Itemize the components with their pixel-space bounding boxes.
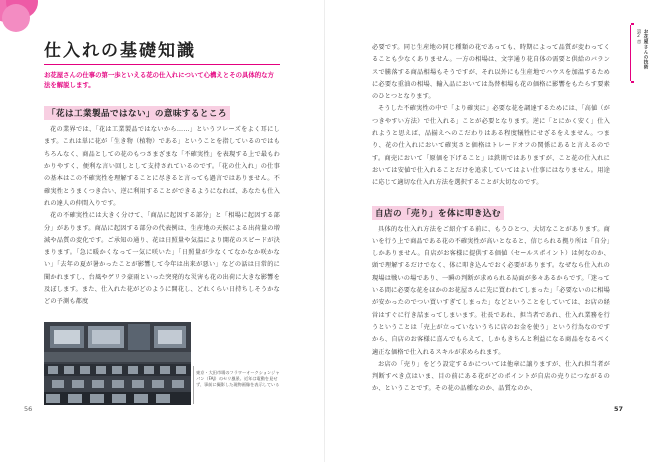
left-page — [44, 40, 280, 309]
flower-ornament-icon — [0, 0, 44, 34]
page-number-left: 56 — [24, 405, 33, 413]
title-rule — [44, 64, 280, 65]
section-heading-2: 自店の「売り」を体に叩き込む — [372, 206, 504, 220]
lead-text: お花屋さんの仕事の第一歩といえる花の仕入れについて心構えとその具体的な方法を解説します。 — [44, 71, 274, 89]
book-gutter — [324, 0, 325, 462]
page-number-right: 57 — [614, 405, 624, 413]
right-page — [372, 42, 610, 396]
chapter-tab-title: お花屋さんの技術 — [643, 29, 648, 70]
chapter-tab-number: 第2章 — [636, 29, 641, 45]
body-paragraph-6: お店の「売り」をどう設定するかについては他章に譲りますが、仕入れ担当者が判断すべき点はいま、目の前にある花がどのポイントが自店の売りにつながるのか、ということです。その花の品種なのか、品質なのか、 — [372, 360, 610, 393]
section-heading-1: 「花は工業製品ではない」の意味するところ — [44, 106, 230, 120]
body-paragraph-1: 花の業界では、「花は工業製品ではないから……」というフレーズをよく耳にします。これは単に花が「生き物（植物）である」ということを指しているのではもちろんなく、商品としての花のもつさまざまな「不確実性」を表現する上で最もわかりやすく、便利な言い回しとして支持されているのです。「花の仕入れ」の仕事の基本はこの不確実性を理解することに尽きると言っても過言ではありません。不確実性とうまくつき合い、逆に利用することができるようになれば、あなたも仕入れの達人の仲間入りです。 — [44, 126, 280, 207]
body-paragraph-2: 花の不確実性には大きく分けて、「商品に起因する部分」と「相場に起因する部分」があります。商品に起因する部分の代表例は、生産地の天候による出荷量の増減や品質の変化です。ご承知の通り、花は日照量や気温により開花のスピードが決まります。「急に暖かくなって一気に咲いた」「日照量が少なくてなかなか咲かない」「去年の夏が暑かったことが影響して今年は出来が悪い」などの話は日常的に聞かれますし、台風やゲリラ豪雨といった突発的な災害も花の出荷に大きな影響を及ぼします。また、仕入れた花がどのように開花し、どれくらい日持ちしそうかなどの予測も都度 — [44, 212, 280, 306]
auction-photo — [44, 322, 191, 405]
chapter-tab — [630, 25, 650, 81]
body-paragraph-4: そうした不確実性の中で「より確実に」必要な花を調達するためには、「高値（がつきやすい方法）で仕入れる」ことが必要となります。逆に「とにかく安く」仕入れようと思えば、品揃えへのこだわりはある程度犠牲にせざるをえません。つまり、花の仕入れにおいて確実さと価格はトレードオフの関係にあると言えるのです。商売において「原価を下げること」は鉄則ではありますが、こと花の仕入れにおいては安値で仕入れることだけを追求していてはよい仕事にはなりません。用途に応じて適切な仕入れ方法を選択することが大切なのです。 — [372, 105, 610, 187]
page-title: 仕入れの基礎知識 — [44, 41, 196, 61]
body-paragraph-5: 具体的な仕入れ方法をご紹介する前に、もうひとつ、大切なことがあります。商いを行う上で商品である花の不確実性が高いとなると、信じられる拠り所は「自分」しかありません。自店がお客様に提供する価値（セールスポイント）は何なのか、頭で理解するだけでなく、体に叩き込んでおく必要があります。なぜなら仕入れの現場は戦いの場であり、一瞬の判断が求められる局面が多々あるからです。「迷っている間に必要な花をほかのお花屋さんに先に買われてしまった」「必要ないのに相場が安かったのでつい買いすぎてしまった」などということをしていては、お店の経営はすぐに行き詰まってしまいます。社長であれ、担当者であれ、仕入れ業務を行うということは「売上が立っていないうちに店のお金を使う」という行為なのですから、自店のお客様に喜んでもらえて、しかもきちんと利益になる商品をなるべく適正な価格で仕入れるスキルが求められます。 — [372, 225, 610, 356]
photo-caption: 東京・大田市場のフラワーオークションジャパン（FAJ）のセリ風景。近年は電動を見せず、事前に撮影した現物画像を表示している — [196, 370, 280, 387]
body-paragraph-3: 必要です。同じ生産地の同じ種類の花であっても、時期によって品質が変わってくることも少なくありません。一方の相場は、文字通り花自体の需要と供給のバランスで騰落する商品相場もそうですが、それ以外にも生産地でハウスを加温するために必要な重油の相場、輸入品においては為替相場も花の価格に影響をもたらす要素のひとつとなります。 — [372, 44, 610, 101]
